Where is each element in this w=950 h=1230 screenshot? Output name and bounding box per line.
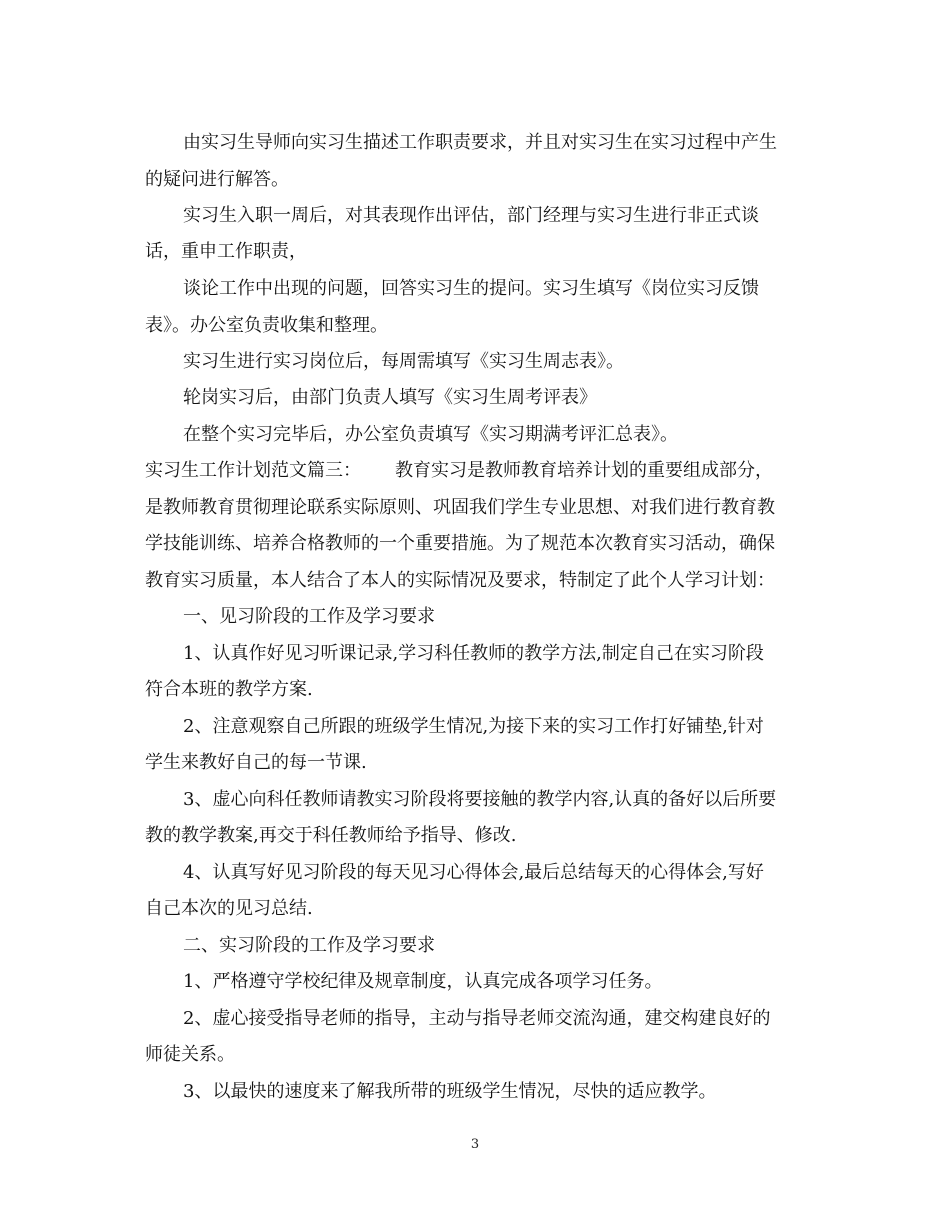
paragraph-line: 的疑问进行解答。 bbox=[145, 169, 289, 190]
heading-line: 一、见习阶段的工作及学习要求 bbox=[183, 606, 435, 627]
list-item-line: 学生来教好自己的每一节课. bbox=[145, 752, 367, 773]
page-number: 3 bbox=[470, 1137, 480, 1152]
list-item-line: 师徒关系。 bbox=[145, 1044, 235, 1065]
list-item-line: 3、虚心向科任教师请教实习阶段将要接触的教学内容,认真的备好以后所要 bbox=[183, 789, 777, 810]
list-item-line: 4、认真写好见习阶段的每天见习心得体会,最后总结每天的心得体会,写好 bbox=[183, 862, 764, 883]
paragraph-line: 实习生进行实习岗位后，每周需填写《实习生周志表》。 bbox=[183, 351, 624, 372]
paragraph-line: 轮岗实习后，由部门负责人填写《实习生周考评表》 bbox=[183, 387, 597, 408]
paragraph-line: 谈论工作中出现的问题，回答实习生的提问。实习生填写《岗位实习反馈 bbox=[183, 278, 759, 299]
section-heading-line bbox=[145, 460, 773, 482]
list-item-line: 教的教学教案,再交于科任教师给予指导、修改. bbox=[145, 825, 517, 846]
list-item-line: 1、认真作好见习听课记录,学习科任教师的教学方法,制定自己在实习阶段 bbox=[183, 643, 764, 664]
paragraph-line: 是教师教育贯彻理论联系实际原则、巩固我们学生专业思想、对我们进行教育教 bbox=[145, 497, 775, 518]
heading-line: 二、实习阶段的工作及学习要求 bbox=[183, 935, 435, 956]
paragraph-line: 表》。办公室负责收集和整理。 bbox=[145, 315, 388, 336]
paragraph-line: 教育实习质量，本人结合了本人的实际情况及要求，特制定了此个人学习计划： bbox=[145, 570, 775, 591]
section-label: 实习生工作计划范文篇三： bbox=[145, 460, 361, 481]
paragraph-line: 由实习生导师向实习生描述工作职责要求，并且对实习生在实习过程中产生 bbox=[183, 132, 777, 153]
list-item-line: 符合本班的教学方案. bbox=[145, 679, 313, 700]
paragraph-line: 话，重申工作职责， bbox=[145, 241, 307, 262]
paragraph-line: 实习生入职一周后，对其表现作出评估，部门经理与实习生进行非正式谈 bbox=[183, 205, 759, 226]
list-item-line: 2、注意观察自己所跟的班级学生情况,为接下来的实习工作打好铺垫,针对 bbox=[183, 716, 764, 737]
section-first-line: 教育实习是教师教育培养计划的重要组成部分， bbox=[395, 460, 773, 481]
paragraph-line: 在整个实习完毕后，办公室负责填写《实习期满考评汇总表》。 bbox=[183, 424, 678, 445]
list-item-line: 3、以最快的速度来了解我所带的班级学生情况，尽快的适应教学。 bbox=[183, 1081, 717, 1102]
list-item-line: 自己本次的见习总结. bbox=[145, 898, 313, 919]
list-item-line: 1、严格遵守学校纪律及规章制度，认真完成各项学习任务。 bbox=[183, 971, 663, 992]
paragraph-line: 学技能训练、培养合格教师的一个重要措施。为了规范本次教育实习活动，确保 bbox=[145, 533, 775, 554]
list-item-line: 2、虚心接受指导老师的指导，主动与指导老师交流沟通，建交构建良好的 bbox=[183, 1008, 771, 1029]
